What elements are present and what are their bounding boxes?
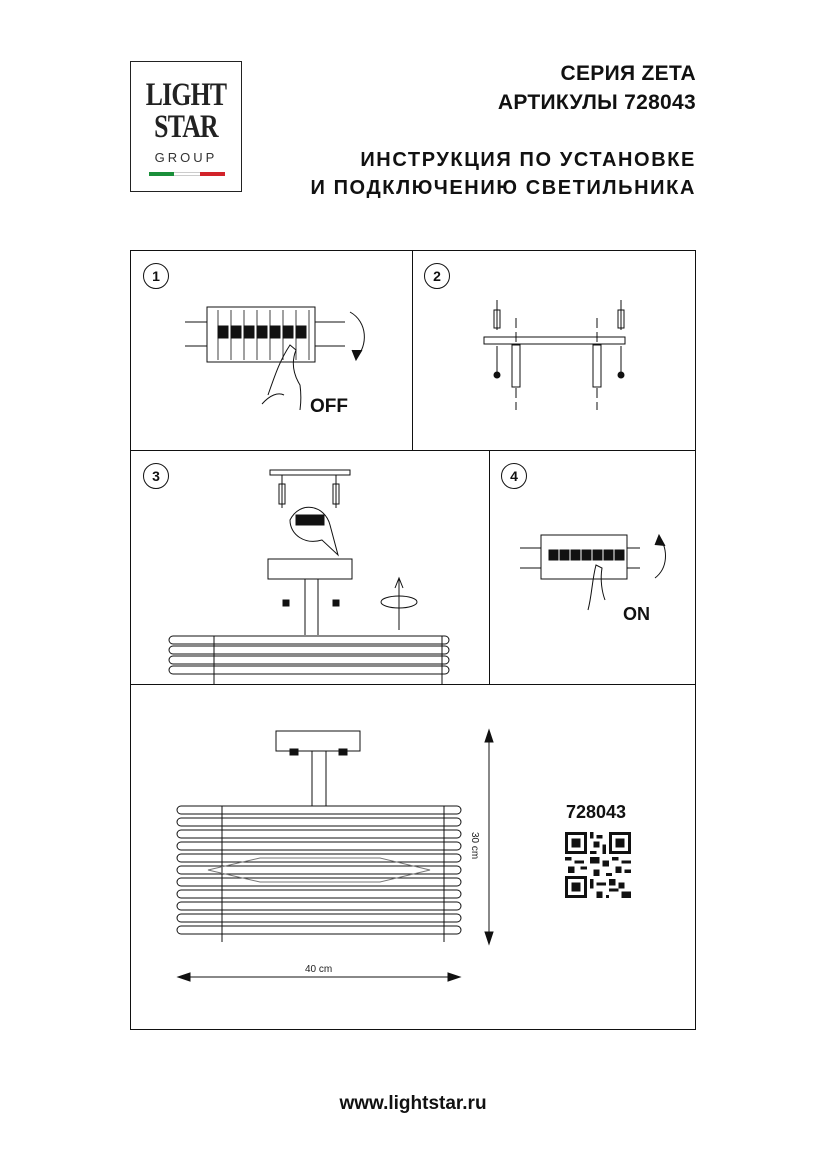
model-number: 728043 [566,802,627,822]
logo-line-2: STAR [154,109,218,145]
step-3-number: 3 [143,463,169,489]
series-title: СЕРИЯ ZETA [560,62,696,85]
logo-line-1: LIGHT [145,77,227,113]
step-1-number: 1 [143,263,169,289]
off-label: OFF [310,396,348,417]
italian-flag-icon [149,172,225,176]
width-dimension-label: 40 cm [305,964,333,975]
on-label: ON [623,604,650,624]
logo-line-3: GROUP [154,150,218,165]
series-header [498,59,696,117]
brand-logo [130,61,242,192]
instruction-line-1: ИНСТРУКЦИЯ ПО УСТАНОВКЕ [360,149,696,171]
step-3-panel [130,450,490,685]
instruction-title [310,146,696,202]
step-4-number: 4 [501,463,527,489]
instruction-line-2: И ПОДКЛЮЧЕНИЮ СВЕТИЛЬНИКА [310,177,696,199]
website-link[interactable]: www.lightstar.ru [339,1093,487,1114]
step-2-panel [412,250,696,451]
height-dimension-label: 30 cm [469,832,480,860]
step-2-number: 2 [424,263,450,289]
article-number: АРТИКУЛЫ 728043 [497,91,696,114]
step-1-panel [130,250,413,451]
qr-code-icon [565,832,631,898]
